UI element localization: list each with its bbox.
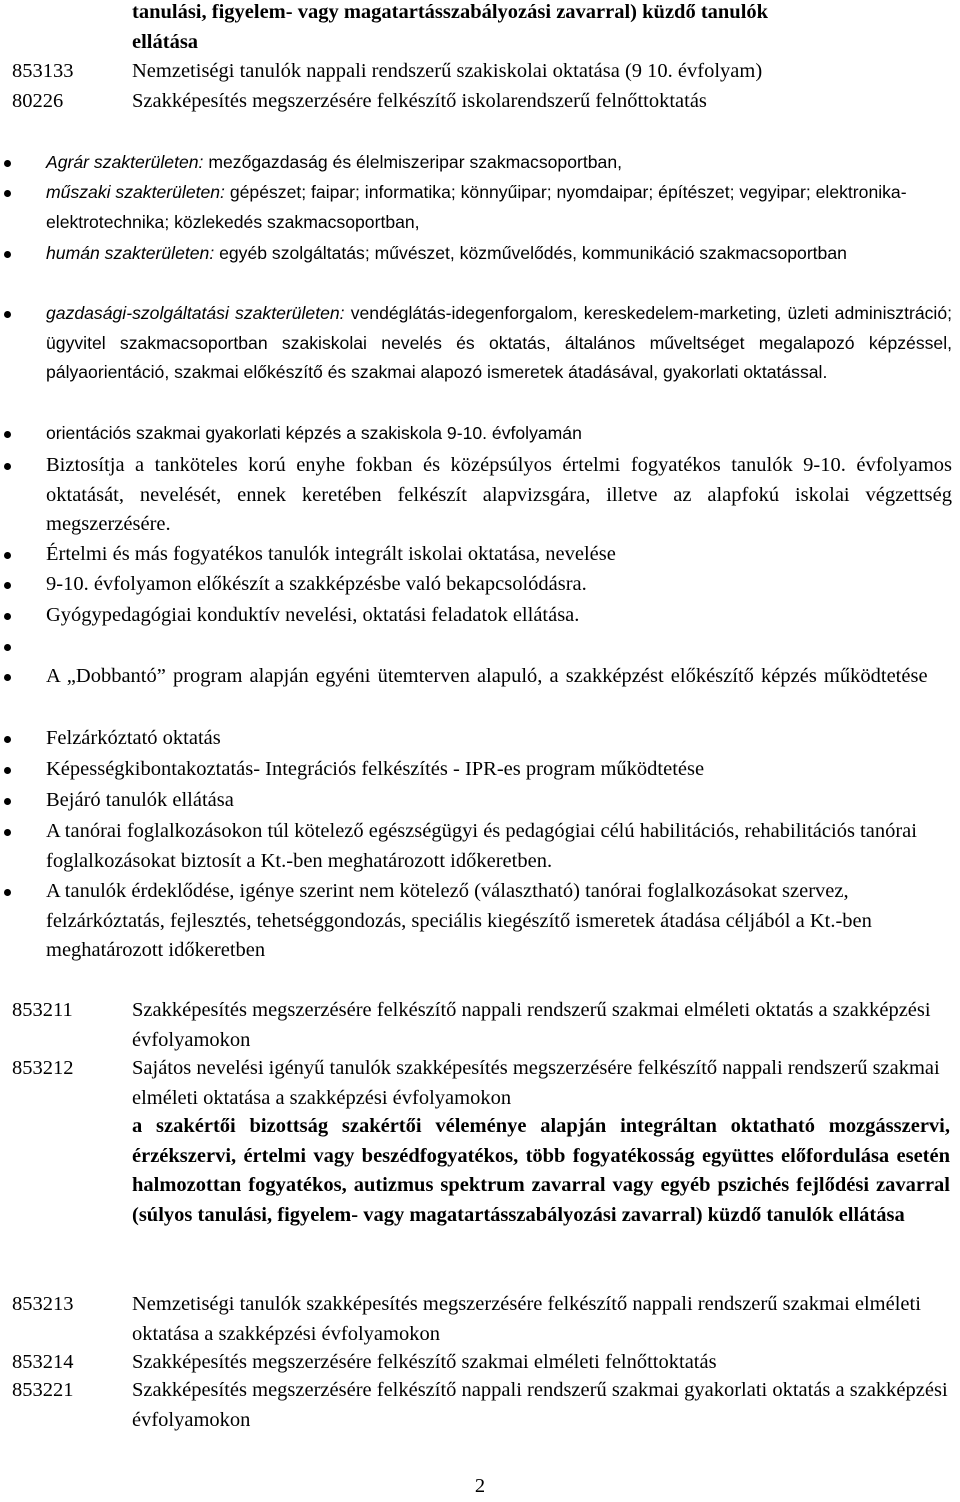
- sector-text: gépészet; faipar; informatika; könnyűipar; nyomdaipar; építészet; vegyipar; elektronika-elektrotechnika; közlekedés szakmacsoportban,: [46, 182, 907, 232]
- sector-text: egyéb szolgáltatás; művészet, közművelődés, kommunikáció szakmacsoportban: [214, 243, 847, 263]
- activity-code: 853211: [12, 999, 73, 1021]
- bullet-dot: [4, 463, 11, 470]
- bullet-dot: [4, 552, 11, 559]
- activity-code: 853212: [12, 1057, 74, 1079]
- bullet-dot: [4, 190, 11, 197]
- bullet-dot: [4, 889, 11, 896]
- bullet-text: A tanórai foglalkozásokon túl kötelező egészségügyi és pedagógiai célú habilitációs, rehabilitációs tanórai foglalkozásokat biztosít a Kt.-ben meghatározott időkeretben.: [46, 820, 917, 872]
- bullet-text: Gyógypedagógiai konduktív nevelési, oktatási feladatok ellátása.: [46, 604, 580, 626]
- bullet-text: Bejáró tanulók ellátása: [46, 789, 234, 811]
- bullet-dot: [4, 160, 11, 167]
- bullet-dot: [4, 767, 11, 774]
- bullet-text: Felzárkóztató oktatás: [46, 727, 221, 749]
- bullet-dot: [4, 798, 11, 805]
- bullet-dot: [4, 582, 11, 589]
- sector-lead: gazdasági-szolgáltatási szakterületen:: [46, 303, 345, 323]
- bullet-dot: [4, 644, 11, 651]
- activity-text: Sajátos nevelési igényű tanulók szakképesítés megszerzésére felkészítő nappali rendszerű szakmai elméleti oktatása a szakképzési évfolyamokon: [132, 1057, 940, 1109]
- bullet-text: Értelmi és más fogyatékos tanulók integrált iskolai oktatása, nevelése: [46, 543, 616, 565]
- activity-text: Szakképesítés megszerzésére felkészítő nappali rendszerű szakmai elméleti oktatás a szakképzési évfolyamokon: [132, 999, 931, 1051]
- activity-text: Nemzetiségi tanulók szakképesítés megszerzésére felkészítő nappali rendszerű szakmai elméleti oktatása a szakképzési évfolyamokon: [132, 1293, 921, 1345]
- bullet-dot: [4, 613, 11, 620]
- bullet-text: [46, 178, 952, 237]
- activity-text: Nemzetiségi tanulók nappali rendszerű szakiskolai oktatása (9 10. évfolyam): [132, 60, 763, 82]
- bullet-text: A „Dobbantó” program alapján egyéni ütemterven alapuló, a szakképzést előkészítő képzés működtetése: [46, 665, 928, 687]
- bullet-dot: [4, 311, 11, 318]
- bullet-text: Biztosítja a tanköteles korú enyhe fokban és középsúlyos értelmi fogyatékos tanulók 9-10. évfolyamos oktatását, nevelését, ennek keretében felkészít alapvizsgára, illetve az alapfokú iskolai végzettség megszerzésére.: [46, 454, 952, 535]
- activity-text: Szakképesítés megszerzésére felkészítő iskolarendszerű felnőttoktatás: [132, 90, 707, 112]
- activity-text: Szakképesítés megszerzésére felkészítő szakmai elméleti felnőttoktatás: [132, 1351, 717, 1373]
- bold-line-2: ellátása: [132, 30, 199, 53]
- sector-lead: Agrár szakterületen:: [46, 152, 204, 172]
- bullet-dot: [4, 251, 11, 258]
- bullet-text: A tanulók érdeklődése, igénye szerint nem kötelező (választható) tanórai foglalkozásokat szervez, felzárkóztatás, fejlesztés, tehetséggondozás, speciális kiegészítő ismeretek átadása céljából a Kt.-ben meghatározott időkeretben: [46, 880, 872, 961]
- activity-code: 853133: [12, 60, 74, 82]
- activity-text: Szakképesítés megszerzésére felkészítő nappali rendszerű szakmai gyakorlati oktatás a szakképzési évfolyamokon: [132, 1379, 948, 1431]
- sector-lead: műszaki szakterületen:: [46, 182, 225, 202]
- page-number: 2: [474, 1475, 486, 1497]
- activity-code: 853214: [12, 1351, 74, 1373]
- bullet-text: Képességkibontakoztatás- Integrációs felkészítés - IPR-es program működtetése: [46, 758, 705, 780]
- sector-text: vendéglátás-idegenforgalom, kereskedelem-marketing, üzleti adminisztráció; ügyvitel szakmacsoportban szakiskolai nevelés és oktatás, általános műveltséget megalapozó képzéssel, pályaorientáció, szakmai előkészítő és szakmai alapozó ismeretek átadásával, gyakorlati oktatással.: [46, 303, 953, 382]
- bullet-dot: [4, 829, 11, 836]
- bold-line-1: tanulási, figyelem- vagy magatartásszabályozási zavarral) küzdő tanulók: [132, 1, 769, 23]
- bullet-text: [46, 299, 952, 388]
- sni-bold-block: a szakértői bizottság szakértői véleménye alapján integráltan oktatható mozgásszervi, érzékszervi, értelmi vagy beszédfogyatékos, több fogyatékosság együttes előfordulása esetén halmozottan fogyatékos, autizmus spektrum zavarral vagy egyéb pszichés fejlődési zavarral (súlyos tanulási, figyelem- vagy magatartásszabályozási zavarral) küzdő tanulók ellátása: [132, 1115, 950, 1226]
- activity-code: 853213: [12, 1293, 74, 1315]
- bullet-text: 9-10. évfolyamon előkészít a szakképzésbe való bekapcsolódásra.: [46, 573, 587, 595]
- bullet-dot: [4, 431, 11, 438]
- bullet-dot: [4, 736, 11, 743]
- bold-continuation: [132, 0, 950, 57]
- bullet-text: [46, 148, 952, 178]
- sector-lead: humán szakterületen:: [46, 243, 215, 263]
- bullet-text: orientációs szakmai gyakorlati képzés a szakiskola 9-10. évfolyamán: [46, 423, 582, 443]
- activity-code: 80226: [12, 90, 64, 112]
- bullet-text: [46, 239, 952, 269]
- activity-code: 853221: [12, 1379, 74, 1401]
- sector-text: mezőgazdaság és élelmiszeripar szakmacsoportban,: [203, 152, 622, 172]
- bullet-dot: [4, 674, 11, 681]
